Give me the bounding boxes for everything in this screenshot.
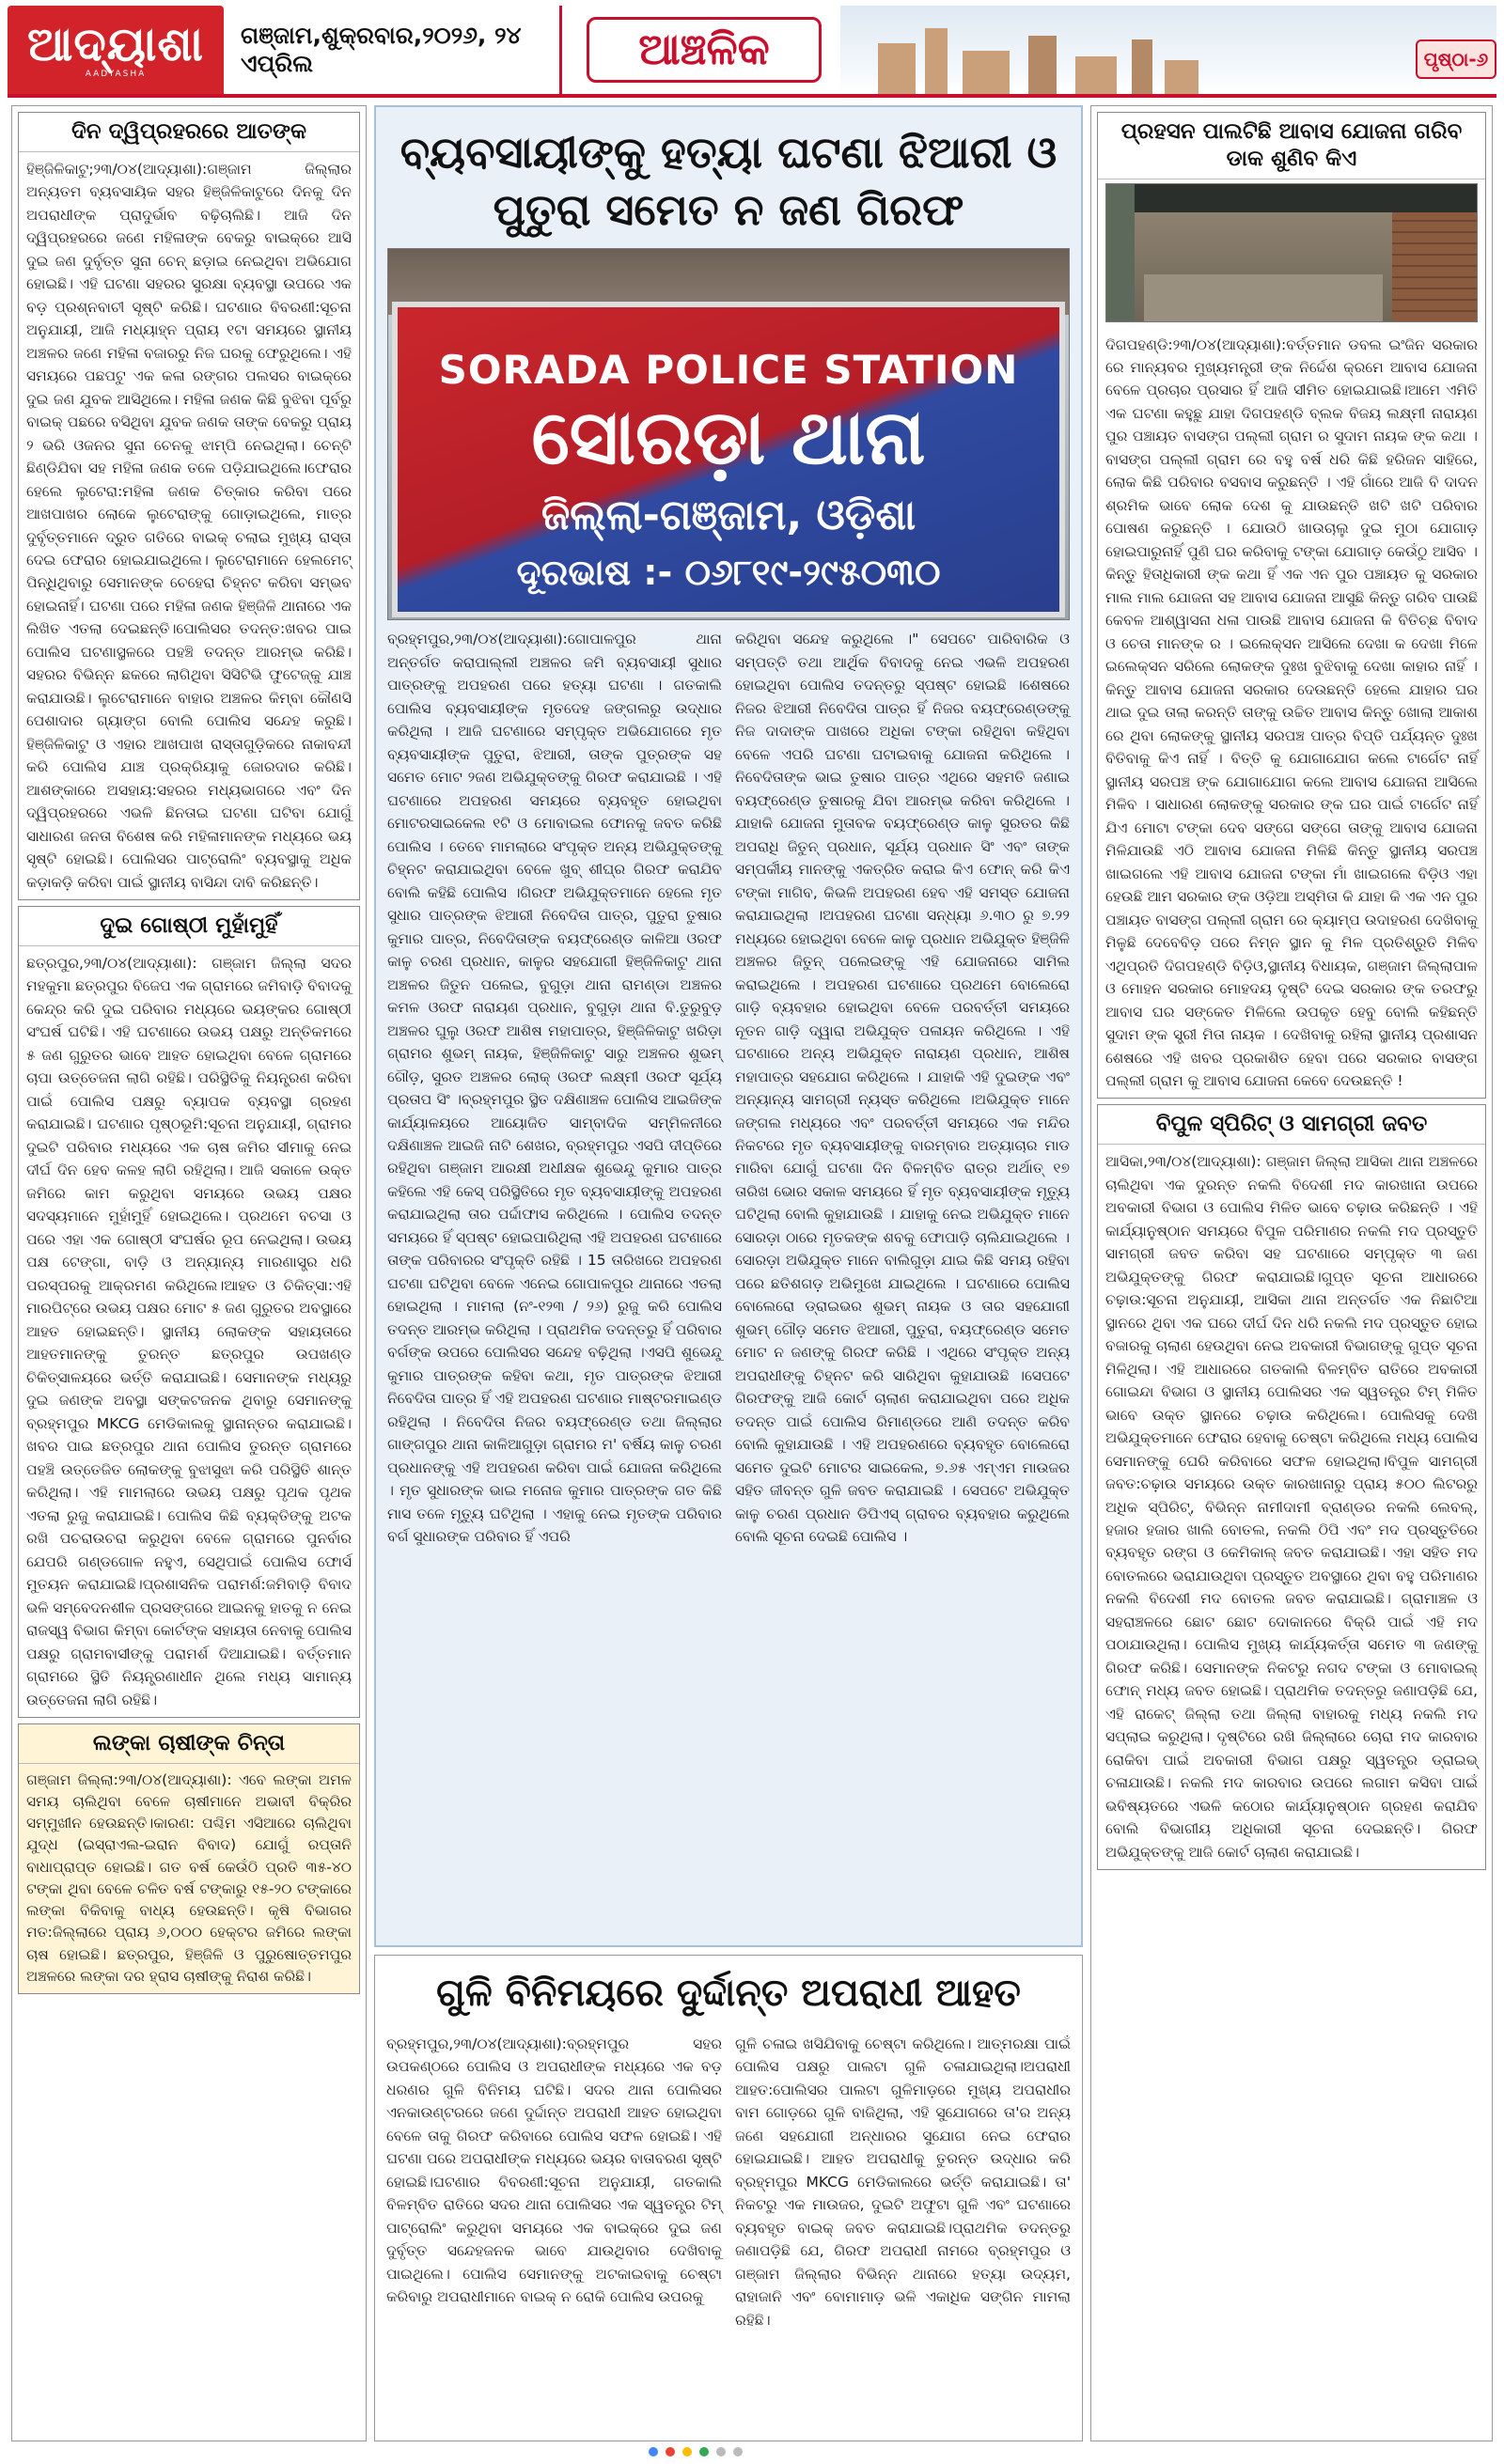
newspaper-logo bbox=[8, 6, 224, 94]
headline: ଗୁଳି ବିନିମୟରେ ଦୁର୍ଦ୍ଦାନ୍ତ ଅପରାଧୀ ଆହତ bbox=[436, 1971, 1021, 2015]
article-body-col2: କରିଥିବା ସନ୍ଦେହ କରୁଥିଲେ ।" ସେପଟେ ପାରିବାରିକ ଓ ସମ୍ପତ୍ତି ତଥା ଆର୍ଥିକ ବିବାଦକୁ ନେଇ ଏଭଳି ଅପହରଣ ହୋଇଥିବା ପୋଲିସ ତଦନ୍ତରୁ ସ୍ପଷ୍ଟ ହୋଇଛି ।ଶେଷରେ ନିଜର ଝିଆରୀ ନିବେଦିତା ପାତ୍ର ହିଁ ନିଜର ବୟଫ୍ରେଣ୍ଡଙ୍କୁ ନିଜ ଦାଦାଙ୍କ ପାଖରେ ଅଧିକା ଟଙ୍କା ରହିଥିବା କହିଥିବା ବେଳେ ଏପରି ଘଟଣା ଘଟାଇବାକୁ ଯୋଜନା କରିଥିଲେ । ନିବେଦିତାଙ୍କ ଭାଇ ତୁଷାର ପାତ୍ର ଏଥିରେ ସହମତି ଜଣାଇ ବୟଫ୍ରେଣ୍ଡ ତୁଷାରକୁ ଯିବା ଆରମ୍ଭ କରିବା କରିଥିଲେ । ଯାହାକି ଯୋଜନା ମୁତାବକ ବୟଫ୍ରେଣ୍ଡ କାଳୁ ସୁରତର କିଛି ଅପରାଧି ଜିତୁନ୍ ପ୍ରଧାନ, ସୂର୍ଯ୍ୟ ପ୍ରଧାନ ସିଂ ଏବଂ ତାଙ୍କ ସମ୍ପର୍କୀୟ ମାନଙ୍କୁ ଏକତ୍ରିତ କରାଇ କିଏ ଫୋନ୍ କରି କିଏ ଟଙ୍କା ମାଗିବ, କିଭଳି ଅପହରଣ ହେବ ଏହି ସମସ୍ତ ଯୋଜନା କରାଯାଇଥିଲା ।ଅପହରଣ ଘଟଣା ସନ୍ଧ୍ୟା ୬.୩୦ ରୁ ୭.୨୨ ମଧ୍ୟରେ ହୋଇଥିବା ବେଳେ କାଳୁ ପ୍ରଧାନ ଅଭିଯୁକ୍ତ ହିଞ୍ଜିଳି ଅଞ୍ଚଳର ଜିତୁନ୍ ପଲେଇଙ୍କୁ ଏହି ଯୋଜନାରେ ସାମିଲ କରାଇଥିଲେ । ଅପହରଣ ଘଟଣାରେ ପ୍ରଥମେ ବୋଲେରୋ ଗାଡ଼ି ବ୍ୟବହାର ହୋଇଥିବା ବେଳେ ପରବର୍ତ୍ତୀ ସମୟରେ ନୂତନ ଗାଡ଼ି ଦ୍ୱାରା ଅଭିଯୁକ୍ତ ପଳାୟନ କରିଥିଲେ । ଏହି ଘଟଣାରେ ଅନ୍ୟ ଅଭିଯୁକ୍ତ ନାରାୟଣ ପ୍ରଧାନ, ଆଶିଷ ମହାପାତ୍ର ସହଯୋଗ କରିଥିଲେ । ଯାହାକି ଏହି ଦୁଇଙ୍କ ଏବଂ ଅନ୍ୟାନ୍ୟ ସାମଗ୍ରୀ ନ୍ୟସ୍ତ କରିଥିଲେ ।ଅଭିଯୁକ୍ତ ମାନେ ଜଙ୍ଗଲ ମଧ୍ୟରେ ଏବଂ ପରବର୍ତ୍ତୀ ସମୟରେ ଏକ ମନ୍ଦିର ନିକଟରେ ମୃତ ବ୍ୟବସାୟୀଙ୍କୁ ବାରମ୍ବାର ଅତ୍ୟାଚାର ମାଡ ମାରିବା ଯୋଗୁଁ ଘଟଣା ଦିନ ବିଳମ୍ବିତ ରାତ୍ର ଅର୍ଥାତ୍ ୧୭ ତାରିଖ ଭୋର ସକାଳ ସମୟରେ ହିଁ ମୃତ ବ୍ୟବସାୟୀଙ୍କ ମୃତ୍ୟୁ ଘଟିଥିଲା ବୋଲି କୁହାଯାଉଛି । ଯାହାକୁ ନେଇ ଅଭିଯୁକ୍ତ ମାନେ ସୋରଡ଼ା ଠାରେ ମୃତକଙ୍କ ଶବକୁ ଫୋପାଡ଼ି ଚାଲିଯାଇଥିଲେ । ସୋରଡ଼ା ଅଭିଯୁକ୍ତ ମାନେ ବାଲିଗୁଡ଼ା ଯାଇ କିଛି ସମୟ ରହିବା ପରେ ଛତିଶଗଡ଼ ଅଭିମୁଖେ ଯାଇଥିଲେ । ଘଟଣାରେ ପୋଲିସ ବୋଲେରୋ ଡ୍ରାଇଭର ଶୁଭମ୍ ନାୟକ ଓ ତାର ସହଯୋଗୀ ଶୁଭମ୍ ଗୌଡ଼ ସମେତ ଝିଆରୀ, ପୁତୁରା, ବୟଫ୍ରେଣ୍ଡ ସମେତ ମୋଟ ନ ଜଣଙ୍କୁ ଗିରଫ କରିଛି । ଏଥିରେ ସଂପୃକ୍ତ ଅନ୍ୟ ଅପରାଧୀଙ୍କୁ ଚିହ୍ନଟ କରି ସାରିଥିବା କୁହାଯାଉଛି ।ସେପଟେ ଗିରଫଙ୍କୁ ଆଜି କୋର୍ଟ ଚାଲାଣ କରାଯାଇଥିବା ପରେ ଅଧିକ ତଦନ୍ତ ପାଇଁ ପୋଲିସ ରିମାଣ୍ଡରେ ଆଣି ତଦନ୍ତ କରିବ ବୋଲି କୁହାଯାଉଛି । ଏହି ଅପହରଣରେ ବ୍ୟବହୃତ ବୋଲେରୋ ସମେତ ଦୁଇଟି ମୋଟର ସାଇକେଲ, ୭.୬୫ ଏମ୍‌ଏମ ମାଉଜର ସହିତ ଜୀବନ୍ତ ଗୁଳି ଜବତ କରାଯାଇଛି । ସେପଟେ ଅଭିଯୁକ୍ତ କାଳୁ ଚରଣ ପ୍ରଧାନ ଡିପିଏସ୍ ଗ୍ରାବର ବ୍ୟବହାର କରୁଥିଲେ ବୋଲି ସୂଚନା ଦେଇଛି ପୋଲିସ । bbox=[735, 631, 1070, 1546]
story-group-clash bbox=[18, 906, 360, 1718]
page-indicator bbox=[649, 2447, 743, 2456]
article-body: ଛତ୍ରପୁର,୨୩/୦୪(ଆଦ୍ୟାଶା): ଗଞ୍ଜାମ ଜିଲ୍ଲା ସଦର ମହକୁମା ଛତ୍ରପୁର ବିଜେପ ଏକ ଗ୍ରାମରେ ଜମିବାଡ଼ି ବିବାଦକୁ କେନ୍ଦ୍ର କରି ଦୁଇ ପରିବାର ମଧ୍ୟରେ ଭୟଙ୍କର ଗୋଷ୍ଠୀ ସଂଘର୍ଷ ଘଟିଛି। ଏହି ଘଟଣାରେ ଉଭୟ ପକ୍ଷରୁ ଅନ୍ତିକମରେ ୫ ଜଣ ଗୁରୁତର ଭାବେ ଆହତ ହୋଇଥିବା ବେଳେ ଗ୍ରାମରେ ଚାପା ଉତ୍ତେଜନା ଲାଗି ରହିଛି। ପରିସ୍ଥିତିକୁ ନିୟନ୍ତ୍ରଣ କରିବା ପାଇଁ ପୋଲିସ ପକ୍ଷରୁ ବ୍ୟାପକ ବ୍ୟବସ୍ଥା ଗ୍ରହଣ କରାଯାଇଛି। ଘଟଣାର ପୃଷ୍ଠଭୂମି:ସୂଚନା ଅନୁଯାୟୀ, ଗ୍ରାମର ଦୁଇଟି ପରିବାର ମଧ୍ୟରେ ଏକ ଚାଷ ଜମିର ସୀମାକୁ ନେଇ ଦୀର୍ଘ ଦିନ ହେବ କଳହ ଲାଗି ରହିଥିଲା। ଆଜି ସକାଳେ ଉକ୍ତ ଜମିରେ କାମ କରୁଥିବା ସମୟରେ ଉଭୟ ପକ୍ଷର ସଦସ୍ୟମାନେ ମୁହାଁମୁହିଁ ହୋଇଥିଲେ। ପ୍ରଥମେ ବଚସା ଓ ପରେ ଏହା ଏକ ଗୋଷ୍ଠୀ ସଂଘର୍ଷର ରୂପ ନେଇଥିଲା। ଉଭୟ ପକ୍ଷ ଟେଙ୍ଗା, ବାଡ଼ି ଓ ଅନ୍ୟାନ୍ୟ ମାରଣାସ୍ତ୍ର ଧରି ପରସ୍ପରକୁ ଆକ୍ରମଣ କରିଥିଲେ।ଆହତ ଓ ଚିକିତ୍ସା:ଏହି ମାରପିଟ୍‌ରେ ଉଭୟ ପକ୍ଷର ମୋଟ ୫ ଜଣ ଗୁରୁତର ଅବସ୍ଥାରେ ଆହତ ହୋଇଛନ୍ତି। ସ୍ଥାନୀୟ ଲୋକଙ୍କ ସହାୟତାରେ ଆହତମାନଙ୍କୁ ତୁରନ୍ତ ଛତ୍ରପୁର ଉପଖଣ୍ଡ ଚିକିତ୍ସାଳୟରେ ଭର୍ତ୍ତି କରାଯାଇଛି। ସେମାନଙ୍କ ମଧ୍ୟରୁ ଦୁଇ ଜଣଙ୍କ ଅବସ୍ଥା ସଙ୍କଟଜନକ ଥିବାରୁ ସେମାନଙ୍କୁ ବ୍ରହ୍ମପୁର MKCG ମେଡିକାଲକୁ ସ୍ଥାନାନ୍ତର କରାଯାଇଛି।ଖବର ପାଇ ଛତ୍ରପୁର ଥାନା ପୋଲିସ ତୁରନ୍ତ ଗ୍ରାମରେ ପହଞ୍ଚି ଉତ୍ତେଜିତ ଲୋକଙ୍କୁ ବୁଝାସୁଝା କରି ପରିସ୍ଥିତି ଶାନ୍ତ କରିଥିଲା। ଏହି ମାମଲାରେ ଉଭୟ ପକ୍ଷରୁ ପୃଥକ ପୃଥକ ଏତଲା ରୁଜୁ କରାଯାଇଛି। ପୋଲିସ କିଛି ବ୍ୟକ୍ତିଙ୍କୁ ଅଟକ ରଖି ପଚରାଉଚରା କରୁଥିବା ବେଳେ ଗ୍ରାମରେ ପୁନର୍ବାର ଯେପରି ଗଣ୍ଡଗୋଳ ନହୁଏ, ସେଥିପାଇଁ ପୋଲିସ ଫୋର୍ସ ମୁତୟନ କରାଯାଇଛି।ପ୍ରଶାସନିକ ପରାମର୍ଶ:ଜମିବାଡ଼ି ବିବାଦ ଭଳି ସମ୍ବେଦନଶୀଳ ପ୍ରସଙ୍ଗରେ ଆଇନକୁ ହାତକୁ ନ ନେଇ ରାଜସ୍ୱ ବିଭାଗ କିମ୍ବା କୋର୍ଟଙ୍କ ସହାୟତା ନେବାକୁ ପୋଲିସ ପକ୍ଷରୁ ଗ୍ରାମବାସୀଙ୍କୁ ପରାମର୍ଶ ଦିଆଯାଇଛି। ବର୍ତ୍ତମାନ ଗ୍ରାମରେ ସ୍ଥିତି ନିୟନ୍ତ୍ରଣାଧୀନ ଥିଲେ ମଧ୍ୟ ସାମାନ୍ୟ ଉତ୍ତେଜନା ଲାଗି ରହିଛି। bbox=[26, 955, 352, 1708]
temple-skyline-image bbox=[840, 6, 1496, 94]
story-daylight-terror bbox=[18, 112, 360, 900]
lead-body bbox=[376, 620, 1081, 1555]
story-chilli-farmers bbox=[18, 1723, 360, 1994]
article-body: ଆସିକା,୨୩/୦୪(ଆଦ୍ୟାଶା): ଗଞ୍ଜାମ ଜିଲ୍ଲା ଆସିକା ଥାନା ଅଞ୍ଚଳରେ ଚାଲିଥିବା ଏକ ଦୁରନ୍ତ ନକଲି ବିଦେଶୀ ମଦ କାରଖାନା ଉପରେ ଅବକାରୀ ବିଭାଗ ଓ ପୋଲିସ ମିଳିତ ଭାବେ ଚଢ଼ାଉ କରିଛନ୍ତି । ଏହି କାର୍ଯ୍ୟାନୁଷ୍ଠାନ ସମୟରେ ବିପୁଳ ପରିମାଣର ନକଲି ମଦ ପ୍ରସ୍ତୁତି ସାମଗ୍ରୀ ଜବତ କରିବା ସହ ଘଟଣାରେ ସମ୍ପୃକ୍ତ ୩ ଜଣ ଅଭିଯୁକ୍ତଙ୍କୁ ଗିରଫ କରାଯାଇଛି।ଗୁପ୍ତ ସୂଚନା ଆଧାରରେ ଚଢ଼ାଉ:ସୂଚନା ଅନୁଯାୟୀ, ଆସିକା ଥାନା ଅନ୍ତର୍ଗତ ଏକ ନିଛାଟିଆ ସ୍ଥାନରେ ଥିବା ଏକ ଘରେ ଦୀର୍ଘ ଦିନ ଧରି ନକଲି ମଦ ପ୍ରସ୍ତୁତ ହୋଇ ବଜାରକୁ ଚାଲାଣ ହେଉଥିବା ନେଇ ଅବକାରୀ ବିଭାଗଙ୍କୁ ଗୁପ୍ତ ସୂଚନା ମିଳିଥିଲା। ଏହି ଆଧାରରେ ଗତକାଲି ବିଳମ୍ବିତ ରାତିରେ ଅବକାରୀ ଗୋଇନ୍ଦା ବିଭାଗ ଓ ସ୍ଥାନୀୟ ପୋଲିସର ଏକ ସ୍ୱତନ୍ତ୍ର ଟିମ୍ ମିଳିତ ଭାବେ ଉକ୍ତ ସ୍ଥାନରେ ଚଢ଼ାଉ କରିଥିଲେ। ପୋଲିସକୁ ଦେଖି ଅଭିଯୁକ୍ତମାନେ ଫେରାର ହେବାକୁ ଚେଷ୍ଟା କରିଥିଲେ ମଧ୍ୟ ପୋଲିସ ସେମାନଙ୍କୁ ଘେରି କରିବାରେ ସଫଳ ହୋଇଥିଲା।ବିପୁଳ ସାମଗ୍ରୀ ଜବତ:ଚଢ଼ାଉ ସମୟରେ ଉକ୍ତ କାରଖାନାରୁ ପ୍ରାୟ ୫୦୦ ଲିଟରରୁ ଅଧିକ ସ୍ପିରିଟ୍, ବିଭିନ୍ନ ନାମୀଦାମୀ ବ୍ରାଣ୍ଡର ନକଲି ଲେବଲ୍, ହଜାର ହଜାର ଖାଲି ବୋତଲ, ନକଲି ଠିପି ଏବଂ ମଦ ପ୍ରସ୍ତୁତିରେ ବ୍ୟବହୃତ ରଙ୍ଗ ଓ କେମିକାଲ୍ ଜବତ କରାଯାଇଛି। ଏହା ସହିତ ମଦ ବୋତଲରେ ଭରାଯାଉଥିବା ପ୍ରସ୍ତୁତ ଅବସ୍ଥାରେ ଥିବା ବହୁ ପରିମାଣର ନକଲି ବିଦେଶୀ ମଦ ବୋତଲ ଜବତ କରାଯାଇଛି। ଗ୍ରାମାଞ୍ଚଳ ଓ ସହରାଞ୍ଚଳରେ ଛୋଟ ଛୋଟ ଦୋକାନରେ ବିକ୍ରି ପାଇଁ ଏହି ମଦ ପଠାଯାଉଥିଲା। ପୋଲିସ ମୁଖ୍ୟ କାର୍ଯ୍ୟକର୍ତ୍ତା ସମେତ ୩ ଜଣଙ୍କୁ ଗିରଫ କରିଛି। ସେମାନଙ୍କ ନିକଟରୁ ନଗଦ ଟଙ୍କା ଓ ମୋବାଇଲ୍ ଫୋନ୍ ମଧ୍ୟ ଜବତ ହୋଇଛି। ପ୍ରାଥମିକ ତଦନ୍ତରୁ ଜଣାପଡ଼ିଛି ଯେ, ଏହି ରାକେଟ୍ ଜିଲ୍ଲା ତଥା ଜିଲ୍ଲା ବାହାରକୁ ମଧ୍ୟ ନକଲି ମଦ ସପ୍ଲାଇ କରୁଥିଲା। ଦୃଷ୍ଟିରେ ରଖି ଜିଲ୍ଲାରେ ଚୋରା ମଦ କାରବାର ରୋକିବା ପାଇଁ ଅବକାରୀ ବିଭାଗ ପକ୍ଷରୁ ସ୍ୱତନ୍ତ୍ର ଡ୍ରାଇଭ୍ ଚଳାଯାଉଛି। ନକଲି ମଦ କାରବାର ଉପରେ ଲଗାମ କସିବା ପାଇଁ ଭବିଷ୍ୟତରେ ଏଭଳି କଠୋର କାର୍ଯ୍ୟାନୁଷ୍ଠାନ ଗ୍ରହଣ କରାଯିବ ବୋଲି ବିଭାଗୀୟ ଅଧିକାରୀ ସୂଚନା ଦେଇଛନ୍ତି। ଗିରଫ ଅଭିଯୁକ୍ତଙ୍କୁ ଆଜି କୋର୍ଟ ଚାଲାଣ କରାଯାଇଛି। bbox=[1105, 1153, 1478, 1861]
lead-headline: ବ୍ୟବସାୟୀଙ୍କୁ ହତ୍ୟା ଘଟଣା ଝିଆରୀ ଓ ପୁତୁରା ସମେତ ନ ଜଣ ଗିରଫ bbox=[400, 127, 1058, 236]
logo-subtitle: AADYASHA bbox=[85, 70, 147, 79]
page-number: ପୃଷ୍ଠା-୬ bbox=[1416, 39, 1496, 79]
article-body: ଗଞ୍ଜାମ ଜିଲ୍ଲା:୨୩/୦୪(ଆଦ୍ୟାଶା): ଏବେ ଲଙ୍କା ଅମଳ ସମୟ ଚାଲିଥିବା ବେଳେ ଚାଷୀମାନେ ଅଭାବୀ ବିକ୍ରିର ସମ୍ମୁଖୀନ ହେଉଛନ୍ତି।କାରଣ: ପଶ୍ଚିମ ଏସିଆରେ ଚାଲିଥିବା ଯୁଦ୍ଧ (ଇସ୍ରାଏଲ-ଇରାନ ବିବାଦ) ଯୋଗୁଁ ରପ୍ତାନି ବାଧାପ୍ରାପ୍ତ ହୋଇଛି। ଗତ ବର୍ଷ କେଉଁଠି ପ୍ରତି ୩୫-୪୦ ଟଙ୍କା ଥିବା ବେଳେ ଚଳିତ ବର୍ଷ ଟଙ୍କାରୁ ୧୫-୨୦ ଟଙ୍କାରେ ଲଙ୍କା ବିକିବାକୁ ବାଧ୍ୟ ହେଉଛନ୍ତି। କୃଷି ବିଭାଗର ମତ:ଜିଲ୍ଲାରେ ପ୍ରାୟ ୬,୦୦୦ ହେକ୍ଟର ଜମିରେ ଲଙ୍କା ଚାଷ ହୋଇଛି। ଛତ୍ରପୁର, ହିଞ୍ଜିଳି ଓ ପୁରୁଷୋତ୍ତମପୁର ଅଞ୍ଚଳରେ ଲଙ୍କା ଦର ହ୍ରାସ ଚାଷୀଙ୍କୁ ନିରାଶ କରିଛି। bbox=[26, 1770, 352, 1985]
gunfight-body bbox=[375, 2025, 1082, 2339]
section-title: ଆଞ୍ଚଳିକ bbox=[587, 17, 822, 83]
logo-text: ଆଦ୍ୟାଶା bbox=[26, 16, 205, 71]
story-housing-scheme bbox=[1097, 112, 1486, 1099]
story-gunfight bbox=[374, 1955, 1083, 2441]
headline: ଲଙ୍କା ଚାଷୀଙ୍କ ଚିନ୍ତା bbox=[19, 1724, 359, 1764]
headline: ପ୍ରହସନ ପାଲଟିଛି ଆବାସ ଯୋଜନା ଗରିବ ଡାକ ଶୁଣିବ କିଏ bbox=[1098, 113, 1485, 179]
headline: ଦିନ ଦ୍ୱିପ୍ରହରରେ ଆତଙ୍କ bbox=[19, 113, 359, 152]
date-line: ଗଞ୍ଜାମ,ଶୁକ୍ରବାର,୨୦୨୬, ୨୪ ଏପ୍ରିଲ bbox=[224, 6, 562, 94]
sign-phone: ଦୂରଭାଷ :- ୦୬୮୧୯-୨୯୫୦୩୦ bbox=[516, 552, 941, 594]
right-column bbox=[1090, 105, 1493, 2441]
police-station-photo bbox=[387, 248, 1070, 620]
masthead bbox=[8, 6, 1496, 98]
house-photo bbox=[1105, 183, 1478, 322]
article-body-col1: ବ୍ରହ୍ମପୁର,୨୩/୦୪(ଆଦ୍ୟାଶା):ଗୋପାଳପୁର ଥାନା ଅନ୍ତର୍ଗତ କରାପାଲ୍ଲୀ ଅଞ୍ଚଳର ଜମି ବ୍ୟବସାୟୀ ସୁଧାର ପାତ୍ରଙ୍କୁ ଅପହରଣ ପରେ ହତ୍ୟା ଘଟଣା । ଗତକାଲି ପୋଲିସ ବ୍ୟବସାୟୀଙ୍କ ମୃତଦେହ ଜଙ୍ଗଲରୁ ଉଦ୍ଧାର କରିଥିଲା । ଆଜି ଘଟଣାରେ ସମ୍ପୃକ୍ତ ଅଭିଯୋଗରେ ମୃତ ବ୍ୟବସାୟୀଙ୍କ ପୁତୁରା, ଝିଆରୀ, ତାଙ୍କ ପୁତ୍ରଙ୍କ ସହ ସମେତ ମୋଟ ୨ଜଣ ଅଭିଯୁକ୍ତଙ୍କୁ ଗିରଫ କରାଯାଇଛି । ଏହି ଘଟଣାରେ ଅପହରଣ ସମୟରେ ବ୍ୟବହୃତ ହୋଇଥିବା ମୋଟରସାଇକେଲ ୧ଟି ଓ ମୋବାଇଲ ଫୋନକୁ ଜବତ କରିଛି ପୋଲିସ । ତେବେ ମାମଲାରେ ସଂପୃକ୍ତ ଅନ୍ୟ ଅଭିଯୁକ୍ତଙ୍କୁ ଚିହ୍ନଟ କରାଯାଇଥିବା ବେଳେ ଖୁବ୍ ଶୀଘ୍ର ଗିରଫ କରାଯିବ ବୋଲି କହିଛି ପୋଲିସ ।ଗିରଫ ଅଭିଯୁକ୍ତମାନେ ହେଲେ ମୃତ ସୁଧାର ପାତ୍ରଙ୍କ ଝିଆରୀ ନିବେଦିତା ପାତ୍ର, ପୁତୁରା ତୁଷାର କୁମାର ପାତ୍ର, ନିବେଦିତାଙ୍କ ବୟଫ୍ରେଣ୍ଡ କାଳିଆ ଓରଫ କାଳୁ ଚରଣ ପ୍ରଧାନ, କାଳୁର ସହଯୋଗୀ ହିଞ୍ଜିଳିକାଟୁ ଥାନା ଅଞ୍ଚଳର ଜିତୁନ ପଲେଇ, ବୁଗୁଡ଼ା ଥାନା ରାମଣ୍ଡା ଅଞ୍ଚଳର କମଳ ଓରଫ ନାରାୟଣ ପ୍ରଧାନ, ବୁଗୁଡ଼ା ଥାନା ବି.ତୁରୁବୁଡ଼ ଅଞ୍ଚଳର ଘୁଲୁ ଓରଫ ଆଶିଷ ମହାପାତ୍ର, ହିଞ୍ଜିଳିକାଟୁ ଖରିଡ଼ା ଗ୍ରାମର ଶୁଭମ୍ ନାୟକ, ହିଞ୍ଜିଳିକାଟୁ ସାରୁ ଅଞ୍ଚଳର ଶୁଭମ୍ ଗୌଡ଼, ସୁରତ ଅଞ୍ଚଳର ଲୋକ୍ ଓରଫ ଲକ୍ଷ୍ମୀ ଓରଫ ସୂର୍ଯ୍ୟ ପ୍ରତାପ ସିଂ ।ବ୍ରହ୍ମପୁର ସ୍ଥିତ ଦକ୍ଷିଣାଞ୍ଚଳ ପୋଲିସ ଆଇଜିଙ୍କ କାର୍ଯ୍ୟାଳୟରେ ଆୟୋଜିତ ସାମ୍ବାଦିକ ସମ୍ମିଳନୀରେ ଦକ୍ଷିଣାଞ୍ଚଳ ଆଇଜି ନାଟି ଶେଖର, ବ୍ରହ୍ମପୁର ଏସପି ଦୀପ୍ତିରେ ରହିଥିବା ଗଞ୍ଜାମ ଆରକ୍ଷୀ ଅଧୀକ୍ଷକ ଶୁଭେନ୍ଦୁ କୁମାର ପାତ୍ର କହିଲେ ଏହି କେସ୍ ପରିସ୍ଥିତିରେ ମୃତ ବ୍ୟବସାୟୀଙ୍କୁ ଅପହରଣ କରାଯାଇଥିଲା ତାର ପର୍ଦ୍ଦାଫାସ କରିଥିଲେ । ପୋଲିସ ତଦନ୍ତ ସମୟରେ ହିଁ ସ୍ପଷ୍ଟ ହୋଇପାରିଥିଲା ଏହି ଅପହରଣ ଘଟଣାରେ ତାଙ୍କ ପରିବାରର ସଂପୃକ୍ତି ରହିଛି । 15 ତାରିଖରେ ଅପହରଣ ଘଟଣା ଘଟିଥିବା ବେଳେ ଏନେଇ ଗୋପାଳପୁର ଥାନାରେ ଏତଲା ହୋଇଥିଲା । ମାମଲା (ନଂ-୧୨୩ / ୨୬) ରୁଜୁ କରି ପୋଲିସ ତଦନ୍ତ ଆରମ୍ଭ କରିଥିଲା । ପ୍ରାଥମିକ ତଦନ୍ତରୁ ହିଁ ପରିବାର ବର୍ଗଙ୍କ ଉପରେ ପୋଲିସର ସନ୍ଦେହ ବଢ଼ିଥିଲା ।ଏସପି ଶୁଭେନ୍ଦୁ କୁମାର ପାତ୍ରଙ୍କ କହିବା କଥା, ମୃତ ପାତ୍ରଙ୍କ ଝିଆରୀ ନିବେଦିତା ପାତ୍ର ହିଁ ଏହି ଅପହରଣ ଘଟଣାର ମାଷ୍ଟରମାଇଣ୍ଡ ରହିଥିଲା । ନିବେଦିତା ନିଜର ବୟଫ୍ରେଣ୍ଡ ତଥା ଜିଲ୍ଲାର ଗାଙ୍ଗପୁର ଥାନା କାଳିଆଗୁଡ଼ା ଗ୍ରାମର ମ' ବର୍ଷିୟ କାଳୁ ଚରଣ ପ୍ରଧାନଙ୍କୁ ଏହି ଅପହରଣ କରିବା ପାଇଁ ଯୋଜନା କରିଥିଲେ । ମୃତ ସୁଧାରଙ୍କ ଭାଇ ମନୋଜ କୁମାର ପାତ୍ରଙ୍କ ଗତ କିଛି ମାସ ତଳେ ମୃତ୍ୟୁ ଘଟିଥିଲା । ଏହାକୁ ନେଇ ମୃତଙ୍କ ପରିବାର ବର୍ଗ ସୁଧାରଙ୍କ ପରିବାର ହିଁ ଏପରି bbox=[387, 631, 723, 1546]
article-body-col1: ବ୍ରହ୍ମପୁର,୨୩/୦୪(ଆଦ୍ୟାଶା):ବ୍ରହ୍ମପୁର ସହର ଉପକଣ୍ଠରେ ପୋଲିସ ଓ ଅପରାଧୀଙ୍କ ମଧ୍ୟରେ ଏକ ବଡ଼ ଧରଣର ଗୁଳି ବିନିମୟ ଘଟିଛି। ସଦର ଥାନା ପୋଲିସର ଏନକାଉଣ୍ଟରରେ ଜଣେ ଦୁର୍ଦ୍ଦାନ୍ତ ଅପରାଧୀ ଆହତ ହୋଇଥିବା ବେଳେ ତାକୁ ଗିରଫ କରିବାରେ ପୋଲିସ ସଫଳ ହୋଇଛି। ଏହି ଘଟଣା ପରେ ଅପରାଧୀଙ୍କ ମଧ୍ୟରେ ଭୟର ବାତାବରଣ ସୃଷ୍ଟି ହୋଇଛି।ଘଟଣାର ବିବରଣୀ:ସୂଚନା ଅନୁଯାୟୀ, ଗତକାଲି ବିଳମ୍ବିତ ରାତିରେ ସଦର ଥାନା ପୋଲିସର ଏକ ସ୍ୱତନ୍ତ୍ର ଟିମ୍ ପାଟ୍ରୋଲିଂ କରୁଥିବା ସମୟରେ ଏକ ବାଇକ୍‌ରେ ଦୁଇ ଜଣ ଦୁର୍ବୃତ୍ତ ସନ୍ଦେହଜନକ ଭାବେ ଯାଉଥିବାର ଦେଖିବାକୁ ପାଇଥିଲେ। ପୋଲିସ ସେମାନଙ୍କୁ ଅଟକାଇବାକୁ ଚେଷ୍ଟା କରିବାରୁ ଅପରାଧୀମାନେ ବାଇକ୍ ନ ରୋକି ପୋଲିସ ଉପରକୁ bbox=[386, 2035, 722, 2306]
headline: ଦୁଇ ଗୋଷ୍ଠୀ ମୁହାଁମୁହିଁ bbox=[19, 907, 359, 946]
article-body-col2: ଗୁଳି ଚଳାଇ ଖସିଯିବାକୁ ଚେଷ୍ଟା କରିଥିଲେ। ଆତ୍ମରକ୍ଷା ପାଇଁ ପୋଲିସ ପକ୍ଷରୁ ପାଲଟା ଗୁଳି ଚଳାଯାଇଥିଲା।ଅପରାଧୀ ଆହତ:ପୋଲିସର ପାଲଟା ଗୁଳିମାଡ଼ରେ ମୁଖ୍ୟ ଅପରାଧୀର ବାମ ଗୋଡ଼ରେ ଗୁଳି ବାଜିଥିଲା, ଏହି ସୁଯୋଗରେ ତା'ର ଅନ୍ୟ ଜଣେ ସହଯୋଗୀ ଅନ୍ଧାରର ସୁଯୋଗ ନେଇ ଫେରାର ହୋଇଯାଇଛି। ଆହତ ଅପରାଧୀକୁ ତୁରନ୍ତ ଉଦ୍ଧାର କରି ବ୍ରହ୍ମପୁର MKCG ମେଡିକାଲରେ ଭର୍ତ୍ତି କରାଯାଇଛି। ତା' ନିକଟରୁ ଏକ ମାଉଜର, ଦୁଇଟି ଅଫୁଟା ଗୁଳି ଏବଂ ଘଟଣାରେ ବ୍ୟବହୃତ ବାଇକ୍ ଜବତ କରାଯାଇଛି।ପ୍ରାଥମିକ ତଦନ୍ତରୁ ଜଣାପଡ଼ିଛି ଯେ, ଗିରଫ ଅପରାଧୀ ନାମରେ ବ୍ରହ୍ମପୁର ଓ ଗଞ୍ଜାମ ଜିଲ୍ଲାର ବିଭିନ୍ନ ଥାନାରେ ହତ୍ୟା ଉଦ୍ୟମ, ରାହାଜାନି ଏବଂ ବୋମାମାଡ଼ ଭଳି ଏକାଧିକ ସଙ୍ଗିନ ମାମଲା ରହିଛି। bbox=[735, 2035, 1071, 2329]
article-body: ହିଞ୍ଜିଳିକାଟୁ;୨୩/୦୪(ଆଦ୍ୟାଶା):ଗଞ୍ଜାମ ଜିଲ୍ଲାର ଅନ୍ୟତମ ବ୍ୟବସାୟିକ ସହର ହିଞ୍ଜିଳିକାଟୁରେ ଦିନକୁ ଦିନ ଅପରାଧୀଙ୍କ ପ୍ରାଦୁର୍ଭାବ ବଢ଼ିଚାଲିଛି। ଆଜି ଦିନ ଦ୍ୱିପ୍ରହରରେ ଜଣେ ମହିଳାଙ୍କ ବେକରୁ ବାଇକ୍‌ରେ ଆସି ଦୁଇ ଜଣ ଦୁର୍ବୃତ୍ତ ସୁନା ଚେନ୍ ଛଡ଼ାଇ ନେଇଥିବା ଅଭିଯୋଗ ହୋଇଛି। ଏହି ଘଟଣା ସହରର ସୁରକ୍ଷା ବ୍ୟବସ୍ଥା ଉପରେ ଏକ ବଡ଼ ପ୍ରଶ୍ନବାଚୀ ସୃଷ୍ଟି କରିଛି। ଘଟଣାର ବିବରଣୀ:ସୂଚନା ଅନୁଯାୟୀ, ଆଜି ମଧ୍ୟାହ୍ନ ପ୍ରାୟ ୧ଟା ସମୟରେ ସ୍ଥାନୀୟ ଅଞ୍ଚଳର ଜଣେ ମହିଳା ବଜାରରୁ ନିଜ ଘରକୁ ଫେରୁଥିଲେ। ଏହି ସମୟରେ ପଛପଟୁ ଏକ କଳା ରଙ୍ଗର ପଲସର ବାଇକ୍‌ରେ ଦୁଇ ଜଣ ଯୁବକ ଆସିଥିଲେ। ମହିଳା ଜଣକ କିଛି ବୁଝିବା ପୂର୍ବରୁ ବାଇକ୍ ପଛରେ ବସିଥିବା ଯୁବକ ଜଣକ ତାଙ୍କ ବେକରୁ ପ୍ରାୟ ୨ ଭରି ଓଜନର ସୁନା ଚେନକୁ ଝାମ୍ପି ନେଇଥିଲା। ଚେନ୍‌ଟି ଛିଣ୍ଡିଯିବା ସହ ମହିଳା ଜଣକ ତଳେ ପଡ଼ିଯାଇଥିଲେ।ଫେରାର ହେଲେ ଲୁଟେରା:ମହିଳା ଜଣକ ଚିତ୍କାର କରିବା ପରେ ଆଖପାଖର ଲୋକେ ଲୁଟେରାଙ୍କୁ ଗୋଡ଼ାଇଥିଲେ, ମାତ୍ର ଦୁର୍ବୃତ୍ତମାନେ ଦ୍ରୁତ ଗତିରେ ବାଇକ୍ ଚଲାଇ ମୁଖ୍ୟ ରାସ୍ତା ଦେଇ ଫେରାର ହୋଇଯାଇଥିଲେ। ଲୁଟେରାମାନେ ହେଲମେଟ୍ ପିନ୍ଧିଥିବାରୁ ସେମାନଙ୍କ ଚେହେରା ଚିହ୍ନଟ କରିବା ସମ୍ଭବ ହୋଇନାହିଁ। ଘଟଣା ପରେ ମହିଳା ଜଣକ ହିଞ୍ଜିଳି ଥାନାରେ ଏକ ଲିଖିତ ଏତଲା ଦେଇଛନ୍ତି।ପୋଲିସର ତଦନ୍ତ:ଖବର ପାଇ ପୋଲିସ ଘଟଣାସ୍ଥଳରେ ପହଞ୍ଚି ତଦନ୍ତ ଆରମ୍ଭ କରିଛି। ସହରର ବିଭିନ୍ନ ଛକରେ ଲାଗିଥିବା ସିସିଟିଭି ଫୁଟେଜ୍‌କୁ ଯାଞ୍ଚ କରାଯାଉଛି। ଲୁଟେରାମାନେ ବାହାର ଅଞ୍ଚଳର କିମ୍ବା କୌଣସି ପେଶାଦାର ଗ୍ୟାଙ୍ଗ ବୋଲି ପୋଲିସ ସନ୍ଦେହ କରୁଛି। ହିଞ୍ଜିଳିକାଟୁ ଓ ଏହାର ଆଖପାଖ ରାସ୍ତାଗୁଡ଼ିକରେ ନାକାବନ୍ଦୀ କରି ପୋଲିସ ଯାଞ୍ଚ ପ୍ରକ୍ରିୟାକୁ ଜୋରଦାର କରିଛି।ଆଶଙ୍କାରେ ଅସହାୟ:ସହରର ମଧ୍ୟଭାଗରେ ଏବଂ ଦିନ ଦ୍ୱିପ୍ରହରରେ ଏଭଳି ଛିନତାଇ ଘଟଣା ଘଟିବା ଯୋଗୁଁ ସାଧାରଣ ଜନତା ବିଶେଷ କରି ମହିଳାମାନଙ୍କ ମଧ୍ୟରେ ଭୟ ସୃଷ୍ଟି ହୋଇଛି। ପୋଲିସର ପାଟ୍ରୋଲିଂ ବ୍ୟବସ୍ଥାକୁ ଅଧିକ କଡ଼ାକଡ଼ି କରିବା ପାଇଁ ସ୍ଥାନୀୟ ବାସିନ୍ଦା ଦାବି କରିଛନ୍ତି। bbox=[26, 160, 352, 891]
headline: ବିପୁଳ ସ୍ପିରିଟ୍ ଓ ସାମଗ୍ରୀ ଜବତ bbox=[1098, 1105, 1485, 1145]
sign-district: ଜିଲ୍ଲା-ଗଞ୍ଜାମ, ଓଡ଼ିଶା bbox=[540, 491, 916, 540]
sign-odia: ସୋରଡ଼ା ଥାନା bbox=[531, 393, 926, 482]
sign-english: SORADA POLICE STATION bbox=[438, 347, 1019, 394]
lead-story bbox=[374, 105, 1083, 1947]
article-body: ଦିଗପହଣ୍ଡି:୨୩/୦୪(ଆଦ୍ୟାଶା):ବର୍ତ୍ତମାନ ଡବଲ ଇଂଜିନ ସରକାର ରେ ମାନ୍ୟବର ମୁଖ୍ୟମନ୍ତ୍ରୀ ଙ୍କ ନିର୍ଦ୍ଦେଶ କ୍ରମେ ଆବାସ ଯୋଜନା ବେଳେ ପ୍ରଚାର ପ୍ରସାର ହିଁ ଆଜି ସୀମିତ ହୋଇଯାଇଛି।ଆମେ ଏମିତି ଏକ ଘଟଣା କହୁଛୁ ଯାହା ଦିଗପହଣ୍ଡି ବ୍ଲକ ବିଜୟ ଲକ୍ଷ୍ମୀ ନାରାୟଣ ପୁର ପଞ୍ଚାୟତ ବାସଙ୍ଗ ପଲ୍ଲୀ ଗ୍ରାମ ର ସୁଦାମ ନାୟକ ଙ୍କ କଥା । ବାସଙ୍ଗ ପଲ୍ଲୀ ଗ୍ରାମ ରେ ବହୁ ବର୍ଷ ଧରି କିଛି ହରିଜନ ସାହିରେ, ଲୋକ କିଛି ପରିବାର ବସବାସ କରୁଛନ୍ତି । ଏହି ଗାଁରେ ଆଜି ବି ଦାଦନ ଶ୍ରମିକ ଭାବେ ଲୋକ ଦେଶ କୁ ଯାଉଛନ୍ତି ଖଟି ଖଟି ପରିବାର ପୋଷଣ କରୁଛନ୍ତି । ଯୋଉଠି ଖାଉଚାଲୁ ଦୁଇ ମୁଠା ଯୋଗାଡ଼ ହୋଇପାରୁନାହିଁ ପୁଣି ଘର କରିବାକୁ ଟଙ୍କା ଯୋଗାଡ଼ କେଉଁଠୁ ଆସିବ । କିନ୍ତୁ ହିତାଧିକାରୀ ଙ୍କ କଥା ହିଁ ଏକ ଏନ ପୁର ପଞ୍ଚାୟତ କୁ ସରକାର ମାଲ ମାଲ ଯୋଜନା ସହ ଆବାସ ଯୋଜନା ଆସୁଛି କିନ୍ତୁ ଗରିବ ପାଉଛି କେବଳ ଆଶ୍ୱାସନା ଧଳା ପାଉଛି ଆବାସ ଯୋଜନା କି ବିତିଚ୍ଛ ବିବାଦ ଓ ଚେତା ମାନଙ୍କ ର । ଇଲେକ୍ସନ ଆସିଲେ ଦେଖା କ ଦେଖା ମିଳେ ଇଲେକ୍ସନ ସରିଲେ ଲୋକଙ୍କ ଦୁଃଖ ବୁଝିବାକୁ ଦେଖା କାହାର ନାହିଁ । କିନ୍ତୁ ଆବାସ ଯୋଜନା ସରକାର ଦେଉଛନ୍ତି ହେଲେ ଯାହାର ଘର ଥାଇ ଦୁଇ ତାଲା କରନ୍ତି ତାଙ୍କୁ ଉଚ୍ଚିତ ଆବାସ କିନ୍ତୁ ଖୋଲା ଆକାଶ ରେ ଥିବା ଲୋକଙ୍କୁ ସ୍ଥାନୀୟ ସରପଞ୍ଚ ପାତ୍ର ବିପ୍ତି ପର୍ଯ୍ୟନ୍ତ ଦୁଃଖ ବିତିବାକୁ କିଏ ନାହିଁ । ବିତ୍ତି କୁ ଯୋଗାଯୋଗ କଲେ ଟାର୍ଗେଟ ନାହିଁ ସ୍ଥାନୀୟ ସରପଞ୍ଚ ଙ୍କ ଯୋଗାଯୋଗ କଲେ ଆବାସ ଯୋଜନା ଆସିଲେ ମିଳିବ । ସାଧାରଣ ଲୋକଙ୍କୁ ସରକାର ଙ୍କ ଘର ପାଇଁ ଟାର୍ଗେଟ ନାହିଁ ଯିଏ ମୋଟା ଟଙ୍କା ଦେବ ସଙ୍ଗେ ସଙ୍ଗେ ତାଙ୍କୁ ଆବାସ ଯୋଜନା ମିଳିଯାଉଛି ଏଠି ଆବାସ ଯୋଜନା ମିଳିଛି କିନ୍ତୁ ସ୍ଥାନୀୟ ସରପଞ୍ଚ ଖାଇଗଲେ ଏହି ଆବାସ ଯୋଜନା ଟଙ୍କା ମାଁ ଖାଇଗଲେ ବିଡ଼ିଓ ଏହା ହେଉଛି ଆମ ସରକାର ଙ୍କ ଓଡ଼ିଆ ଅସ୍ମିତା କି ଯାହା କି ଏକ ଏନ ପୁର ପଞ୍ଚାୟତ ବାସଙ୍ଗ ପଲ୍ଲୀ ଗ୍ରାମ ରେ କ୍ୟାମ୍ପ ଉଦାହରଣ ଦେଖିବାକୁ ମିଳୁଛି ଦେବେବିଡ଼ ପରେ ନିମ୍ନ ସ୍ଥାନ କୁ ମିଳ ପ୍ରତିଶ୍ରୁତି ମିଳିବ ଏଥିପ୍ରତି ଦିଗପହଣ୍ଡି ବିଡ଼ିଓ,ସ୍ଥାନୀୟ ବିଧାୟକ, ଗଞ୍ଜାମ ଜିଲ୍ଲାପାଳ ଓ ମୋହନ ସରକାର ମୋହଦୟ ଦୃଷ୍ଟି ଦେଇ ସରକାର ଙ୍କ ତରଫରୁ ଆବାସ ଘର ସଙ୍କେତ ମିଳିଲେ ଉପକୃତ ହେବୁ ବୋଲି କହିଛନ୍ତି ସୁଦାମ ଙ୍କ ସ୍ତ୍ରୀ ମିତା ନାୟକ । ଦେଖିବାକୁ ରହିଲା ସ୍ଥାନୀୟ ପ୍ରଶାସନ ଶେଷରେ ଏହି ଖବର ପ୍ରକାଶିତ ହେବା ପରେ ସରକାର ବାସଙ୍ଗ ପଲ୍ଲୀ ଗ୍ରାମ କୁ ଆବାସ ଯୋଜନା କେବେ ଦେଉଛନ୍ତି ! bbox=[1105, 335, 1478, 1089]
left-column bbox=[11, 105, 367, 2441]
story-spirit-seizure bbox=[1097, 1104, 1486, 1870]
